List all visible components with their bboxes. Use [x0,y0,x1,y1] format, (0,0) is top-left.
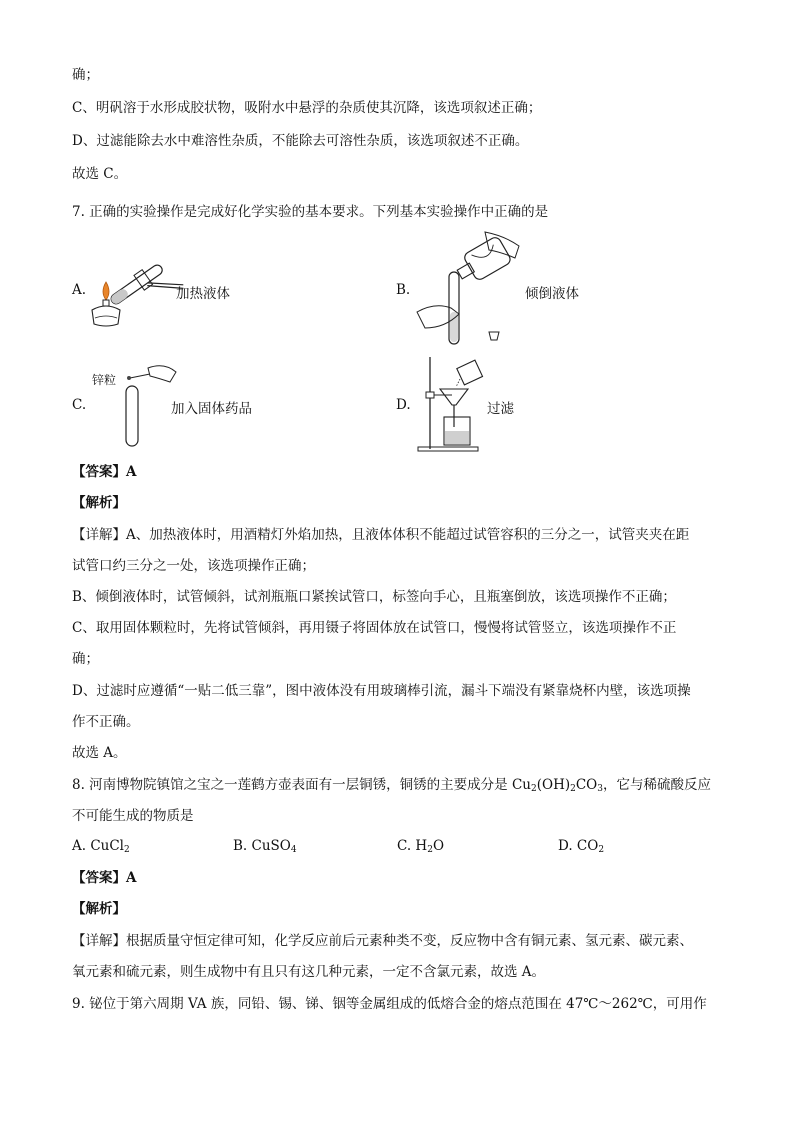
text-line: 故选 C。 [72,166,128,182]
option-c-caption: 加入固体药品 [171,401,252,417]
heating-liquid-figure [88,248,183,333]
detail-8-line: 氧元素和硫元素，则生成物中有且只有这几种元素，一定不含氯元素，故选 A。 [72,964,546,980]
zinc-grain-label: 锌粒 [92,373,117,387]
detail-7-line: 【详解】A、加热液体时，用酒精灯外焰加热，且液体体积不能超过试管容积的三分之一，试管夹夹在距 [72,527,690,543]
text-line: 确； [72,67,99,83]
option-b-caption: 倾倒液体 [525,286,579,302]
option-a-caption: 加热液体 [176,286,230,302]
option-b-letter: B. [396,282,411,298]
option-c-letter: C. [72,397,87,413]
detail-7-line: 试管口约三分之一处，该选项操作正确； [72,558,315,574]
detail-7-line: 故选 A。 [72,745,127,761]
analysis-7-heading: 【解析】 [72,495,126,511]
question-9: 9. 铋位于第六周期 VA 族，同铅、锡、锑、铟等金属组成的低熔合金的熔点范围在 47℃～262℃，可用作 [72,996,707,1012]
answer-7: 【答案】A [72,464,137,480]
question-8: 8. 河南博物院镇馆之宝之一莲鹤方壶表面有一层铜锈，铜锈的主要成分是 $Cu_2(OH)_2CO_3$，它与稀硫酸反应 [72,777,711,794]
option-8-d: D. $CO_2$ [558,838,605,855]
option-d-caption: 过滤 [487,401,514,417]
option-8-c: C. $H_2O$ [397,838,445,855]
text-line: C、明矾溶于水形成胶状物，吸附水中悬浮的杂质使其沉降，该选项叙述正确； [72,100,542,116]
detail-7-line: D、过滤时应遵循“一贴二低三靠”，图中液体没有用玻璃棒引流，漏斗下端没有紧靠烧杯内壁，该选项操 [72,683,691,699]
pouring-liquid-figure [415,232,525,352]
text-line: D、过滤能除去水中难溶性杂质，不能除去可溶性杂质，该选项叙述不正确。 [72,133,529,149]
option-8-b: B. CuSO$_4$ [233,838,297,855]
question-8-cont: 不可能生成的物质是 [72,808,194,824]
question-7: 7. 正确的实验操作是完成好化学实验的基本要求。下列基本实验操作中正确的是 [72,204,549,220]
option-8-a: A. CuCl$_2$ [72,838,130,855]
detail-7-line: 确； [72,651,99,667]
analysis-8-heading: 【解析】 [72,901,126,917]
detail-7-line: 作不正确。 [72,714,140,730]
detail-8-line: 【详解】根据质量守恒定律可知，化学反应前后元素种类不变，反应物中含有铜元素、氢元素、碳元素、 [72,933,693,949]
option-d-letter: D. [396,397,411,413]
detail-7-line: B、倾倒液体时，试管倾斜，试剂瓶瓶口紧挨试管口，标签向手心，且瓶塞倒放，该选项操作不正确； [72,589,676,605]
option-a-letter: A. [72,282,87,298]
answer-8: 【答案】A [72,870,137,886]
detail-7-line: C、取用固体颗粒时，先将试管倾斜，再用镊子将固体放在试管口，慢慢将试管竖立，该选项操作不正 [72,620,677,636]
filtration-figure [416,355,491,453]
